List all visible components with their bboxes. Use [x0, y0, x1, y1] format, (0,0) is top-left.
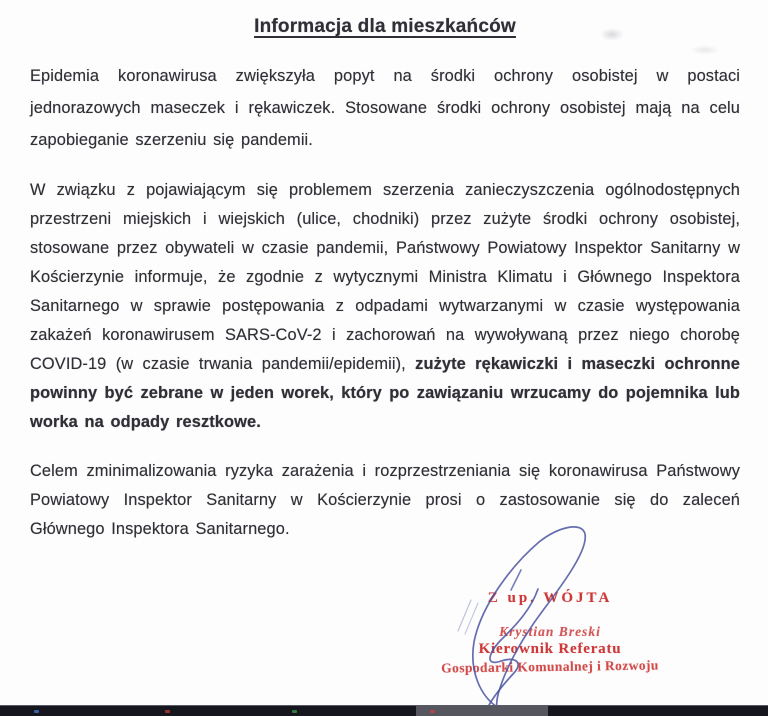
paragraph-main [30, 176, 740, 437]
paragraph-main-bold-text: zużyte rękawiczki i maseczki ochronne powinny być zebrane w jeden worek, który po zawiązaniu wrzucamy do pojemnika lub worka na odpady resztkowe. [30, 355, 740, 431]
page-title: Informacja dla mieszkańców [254, 16, 516, 37]
taskbar-app-icon[interactable] [165, 710, 170, 713]
stamp-delegation-line: Z up. WÓJTA [487, 590, 613, 606]
paragraph-intro: Epidemia koronawirusa zwiększyła popyt na środki ochrony osobistej w postaci jednorazowych maseczek i rękawiczek. Stosowane środki ochrony osobistej mają na celu zapobieganie szerzeniu się pandemii. [30, 67, 740, 149]
taskbar-app-icon[interactable] [292, 710, 297, 713]
stamp-signer-name: Krystian Breski [499, 624, 601, 639]
stamp-department: Gospodarki Komunalnej i Rozwoju [441, 657, 659, 676]
paragraph-closing: Celem zminimalizowania ryzyka zarażenia i rozprzestrzeniania się koronawirusa Państwowy Powiatowy Inspektor Sanitarny w Kościerzynie prosi o zastosowanie się do zaleceń Głównego Inspektora Sanitarnego. [30, 462, 740, 538]
paragraph-main-normal-text: W związku z pojawiającym się problemem szerzenia zanieczyszczenia ogólnodostępnych przestrzeni miejskich i wiejskich (ulice, chodniki) przez zużyte środki ochrony osobistej, stosowane przez obywateli w czasie pandemii, Państwowy Powiatowy Inspektor Sanitarny w Kościerzynie informuje, że zgodnie z wytycznymi Ministra Klimatu i Głównego Inspektora Sanitarnego w sprawie postępowania z odpadami wytwarzanymi w czasie występowania zakażeń koronawirusem SARS-CoV-2 i zachorowań na wywoływaną przez niego chorobę COVID-19 (w czasie trwania pandemii/epidemii), [30, 181, 740, 373]
taskbar-window-segment[interactable] [416, 706, 548, 716]
taskbar-app-icon[interactable] [430, 710, 435, 713]
stamp-signer-role: Kierownik Referatu [478, 641, 622, 657]
taskbar-sliver[interactable] [0, 705, 768, 716]
taskbar-app-icon[interactable] [34, 710, 39, 713]
official-stamp [425, 590, 675, 675]
